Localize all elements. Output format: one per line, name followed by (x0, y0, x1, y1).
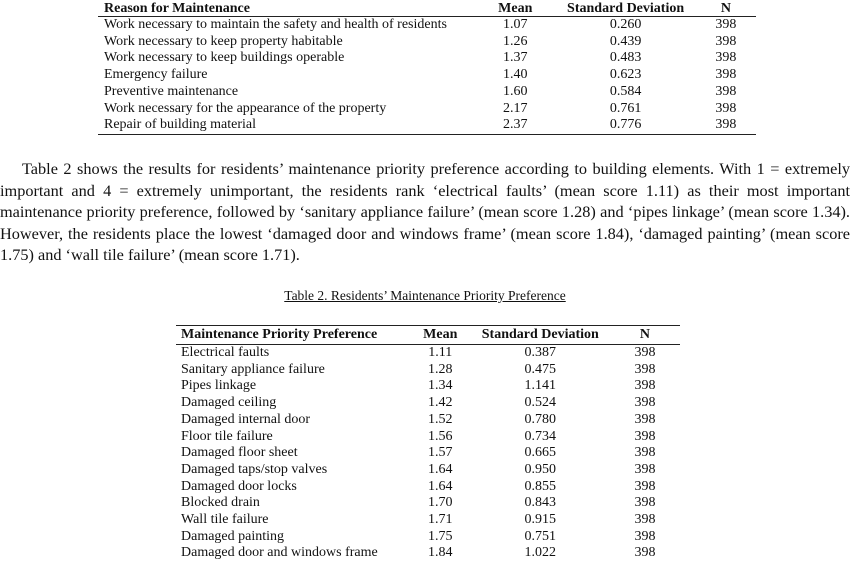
mean-cell: 1.26 (503, 33, 528, 49)
table-row (98, 50, 756, 67)
column-header: Standard Deviation (471, 326, 610, 345)
std-dev-cell: 0.843 (524, 495, 557, 511)
row-label: Damaged ceiling (181, 395, 277, 411)
table-row (98, 84, 756, 101)
table-row (176, 345, 680, 362)
mean-cell: 1.40 (503, 67, 528, 83)
n-cell: 398 (634, 345, 656, 360)
n-cell: 398 (715, 83, 737, 99)
mean-cell: 1.64 (428, 478, 453, 494)
std-dev-cell: 0.915 (524, 512, 557, 528)
mean-cell: 1.71 (428, 512, 453, 528)
row-label: Pipes linkage (181, 378, 257, 394)
n-cell: 398 (634, 445, 656, 461)
table-row (98, 101, 756, 118)
table-header-row (176, 326, 680, 345)
row-label: Blocked drain (181, 495, 260, 511)
table-row (176, 495, 680, 512)
n-cell: 398 (634, 361, 656, 377)
table-body (176, 345, 680, 562)
table-row (176, 462, 680, 479)
mean-cell: 1.37 (503, 50, 528, 66)
mean-cell: 1.34 (428, 378, 453, 394)
table-row (176, 529, 680, 546)
maintenance-priority-table (176, 325, 680, 562)
n-cell: 398 (715, 17, 737, 32)
table-row (176, 412, 680, 429)
table-row (176, 395, 680, 412)
mean-cell: 1.57 (428, 445, 453, 461)
n-cell: 398 (634, 528, 656, 544)
table-body (98, 17, 756, 135)
row-label: Electrical faults (181, 345, 270, 360)
row-label: Sanitary appliance failure (181, 361, 325, 377)
mean-cell: 1.42 (428, 395, 453, 411)
row-label: Emergency failure (104, 67, 208, 83)
std-dev-cell: 0.761 (609, 100, 642, 116)
row-label: Damaged taps/stop valves (181, 461, 328, 477)
n-cell: 398 (634, 395, 656, 411)
row-label: Work necessary for the appearance of the property (104, 100, 387, 116)
body-paragraph: Table 2 shows the results for residents’ maintenance priority preference according to building elements. With 1 = extremely important and 4 = extremely unimportant, the residents rank ‘electrical faults’ (mean score 1.11) as their most important maintenance priority preference, followed by ‘sanitary appliance failure’ (mean score 1.28) and ‘pipes linkage’ (mean score 1.34). However, the residents place the lowest ‘damaged door and windows frame’ (mean score 1.84), ‘damaged painting’ (mean score 1.75) and ‘wall tile failure’ (mean score 1.71). (0, 159, 850, 265)
mean-cell: 2.17 (503, 100, 528, 116)
std-dev-cell: 0.855 (524, 478, 557, 494)
std-dev-cell: 1.141 (524, 378, 557, 394)
n-cell: 398 (634, 428, 656, 444)
row-label: Wall tile failure (181, 512, 269, 528)
mean-cell: 1.52 (428, 411, 453, 427)
n-cell: 398 (715, 100, 737, 116)
table-row (98, 67, 756, 84)
std-dev-cell: 0.950 (524, 461, 557, 477)
n-cell: 398 (715, 50, 737, 66)
n-cell: 398 (634, 545, 656, 561)
table-row (176, 512, 680, 529)
table-row (98, 34, 756, 51)
table-caption (0, 288, 850, 304)
table-row (176, 362, 680, 379)
mean-cell: 2.37 (475, 117, 555, 134)
row-label: Damaged floor sheet (181, 445, 298, 461)
n-cell: 398 (634, 512, 656, 528)
row-label: Damaged internal door (181, 411, 311, 427)
mean-cell: 1.70 (428, 495, 453, 511)
std-dev-cell: 0.439 (609, 33, 642, 49)
row-label: Work necessary to keep buildings operable (104, 50, 345, 66)
column-header: Mean (475, 0, 555, 17)
mean-cell: 1.64 (428, 461, 453, 477)
n-cell: 398 (634, 478, 656, 494)
std-dev-cell: 0.623 (609, 67, 642, 83)
n-cell: 398 (634, 461, 656, 477)
table-row (98, 117, 756, 134)
row-label: Damaged painting (181, 528, 285, 544)
mean-cell: 1.56 (428, 428, 453, 444)
table-row (176, 429, 680, 446)
column-header: Maintenance Priority Preference (176, 326, 410, 345)
std-dev-cell: 0.751 (524, 528, 557, 544)
std-dev-cell: 0.776 (555, 117, 695, 134)
row-label: Repair of building material (98, 117, 475, 134)
n-cell: 398 (634, 495, 656, 511)
n-cell: 398 (715, 33, 737, 49)
std-dev-cell: 0.734 (524, 428, 557, 444)
column-header: Standard Deviation (555, 0, 695, 17)
row-label: Preventive maintenance (104, 83, 239, 99)
reason-for-maintenance-table (98, 0, 756, 135)
table-caption-text: Table 2. Residents’ Maintenance Priority Preference (284, 288, 566, 303)
mean-cell: 1.28 (428, 361, 453, 377)
row-label: Work necessary to keep property habitable (104, 33, 343, 49)
mean-cell: 1.11 (428, 345, 453, 360)
std-dev-cell: 0.475 (524, 361, 557, 377)
table-row (176, 378, 680, 395)
std-dev-cell: 0.483 (609, 50, 642, 66)
n-cell: 398 (634, 411, 656, 427)
table-header-row (98, 0, 756, 17)
std-dev-cell: 0.387 (524, 345, 557, 360)
std-dev-cell: 0.584 (609, 83, 642, 99)
column-header: N (610, 326, 680, 345)
column-header: N (696, 0, 756, 17)
mean-cell: 1.07 (503, 17, 528, 32)
table-row (176, 445, 680, 462)
table-row (98, 17, 756, 34)
std-dev-cell: 0.780 (524, 411, 557, 427)
std-dev-cell: 0.524 (524, 395, 557, 411)
n-cell: 398 (634, 378, 656, 394)
table-row (176, 545, 680, 562)
std-dev-cell: 0.260 (609, 17, 642, 32)
column-header: Mean (410, 326, 471, 345)
n-cell: 398 (696, 117, 756, 134)
std-dev-cell: 0.665 (524, 445, 557, 461)
mean-cell: 1.60 (503, 83, 528, 99)
std-dev-cell: 1.022 (524, 545, 557, 561)
mean-cell: 1.84 (428, 545, 453, 561)
column-header: Reason for Maintenance (98, 0, 475, 17)
row-label: Damaged door locks (181, 478, 297, 494)
n-cell: 398 (715, 67, 737, 83)
mean-cell: 1.75 (428, 528, 453, 544)
table-row (176, 479, 680, 496)
row-label: Work necessary to maintain the safety and health of residents (104, 17, 447, 32)
row-label: Floor tile failure (181, 428, 273, 444)
row-label: Damaged door and windows frame (181, 545, 378, 561)
